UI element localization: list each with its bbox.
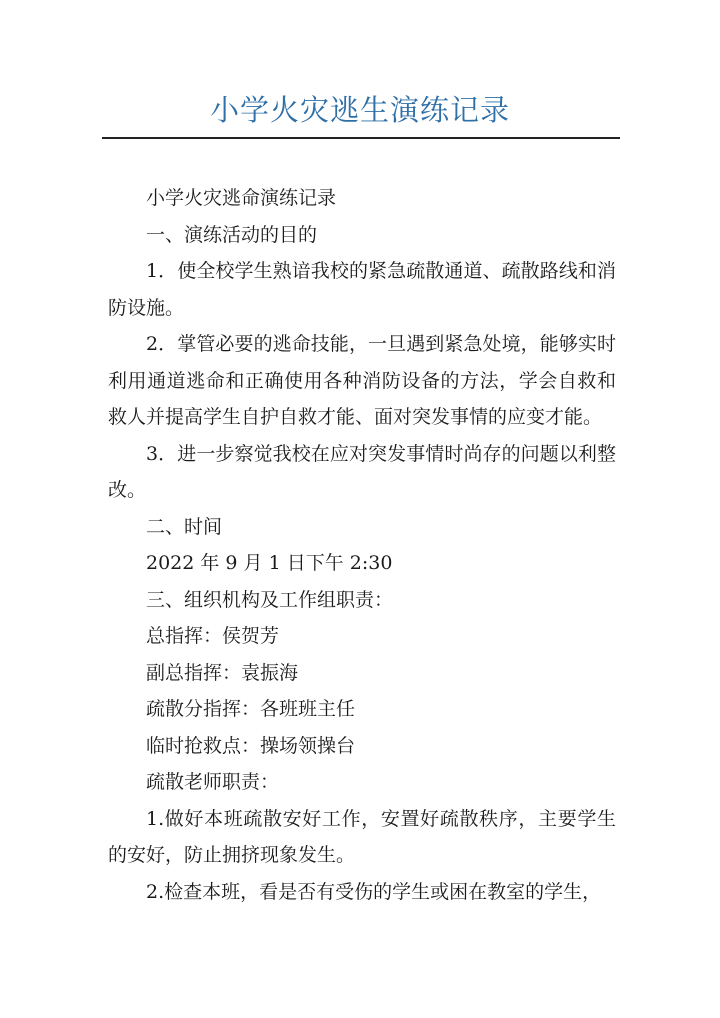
document-title: 小学火灾逃生演练记录 [209, 93, 510, 127]
paragraph-section-purpose: 一、演练活动的目的 [146, 223, 318, 246]
paragraph-duty-1: 1.做好本班疏散安好工作，安置好疏散秩序，主要学生的安好，防止拥挤现象发生。 [108, 807, 616, 866]
paragraph-teacher-duties: 疏散老师职责： [146, 771, 280, 793]
title-divider [102, 137, 620, 139]
paragraph-time-value: 2022 年 9 月 1 日下午 2:30 [146, 552, 393, 574]
paragraph-deputy-commander: 副总指挥：袁振海 [146, 661, 299, 684]
paragraph-evacuation-commander: 疏散分指挥：各班班主任 [146, 698, 356, 720]
paragraph-rescue-point: 临时抢救点：操场领操台 [146, 734, 356, 757]
paragraph-purpose-1: 1．使全校学生熟谙我校的紧急疏散通道、疏散路线和消防设施。 [108, 260, 616, 319]
paragraph-doc-heading: 小学火灾逃命演练记录 [146, 187, 337, 209]
paragraph-section-time: 二、时间 [146, 515, 223, 538]
document-body [108, 180, 616, 910]
paragraph-duty-2: 2.检查本班，看是否有受伤的学生或困在教室的学生， [146, 880, 602, 903]
paragraph-section-organization: 三、组织机构及工作组职责： [146, 588, 394, 611]
paragraph-purpose-2: 2．掌管必要的逃命技能，一旦遇到紧急处境，能够实时利用通道逃命和正确使用各种消防设备的方法，学会自救和救人并提高学生自护自救才能、面对突发事情的应变才能。 [108, 333, 616, 428]
paragraph-commander: 总指挥：侯贺芳 [146, 625, 280, 647]
paragraph-purpose-3: 3．进一步察觉我校在应对突发事情时尚存的问题以利整改。 [108, 442, 616, 501]
